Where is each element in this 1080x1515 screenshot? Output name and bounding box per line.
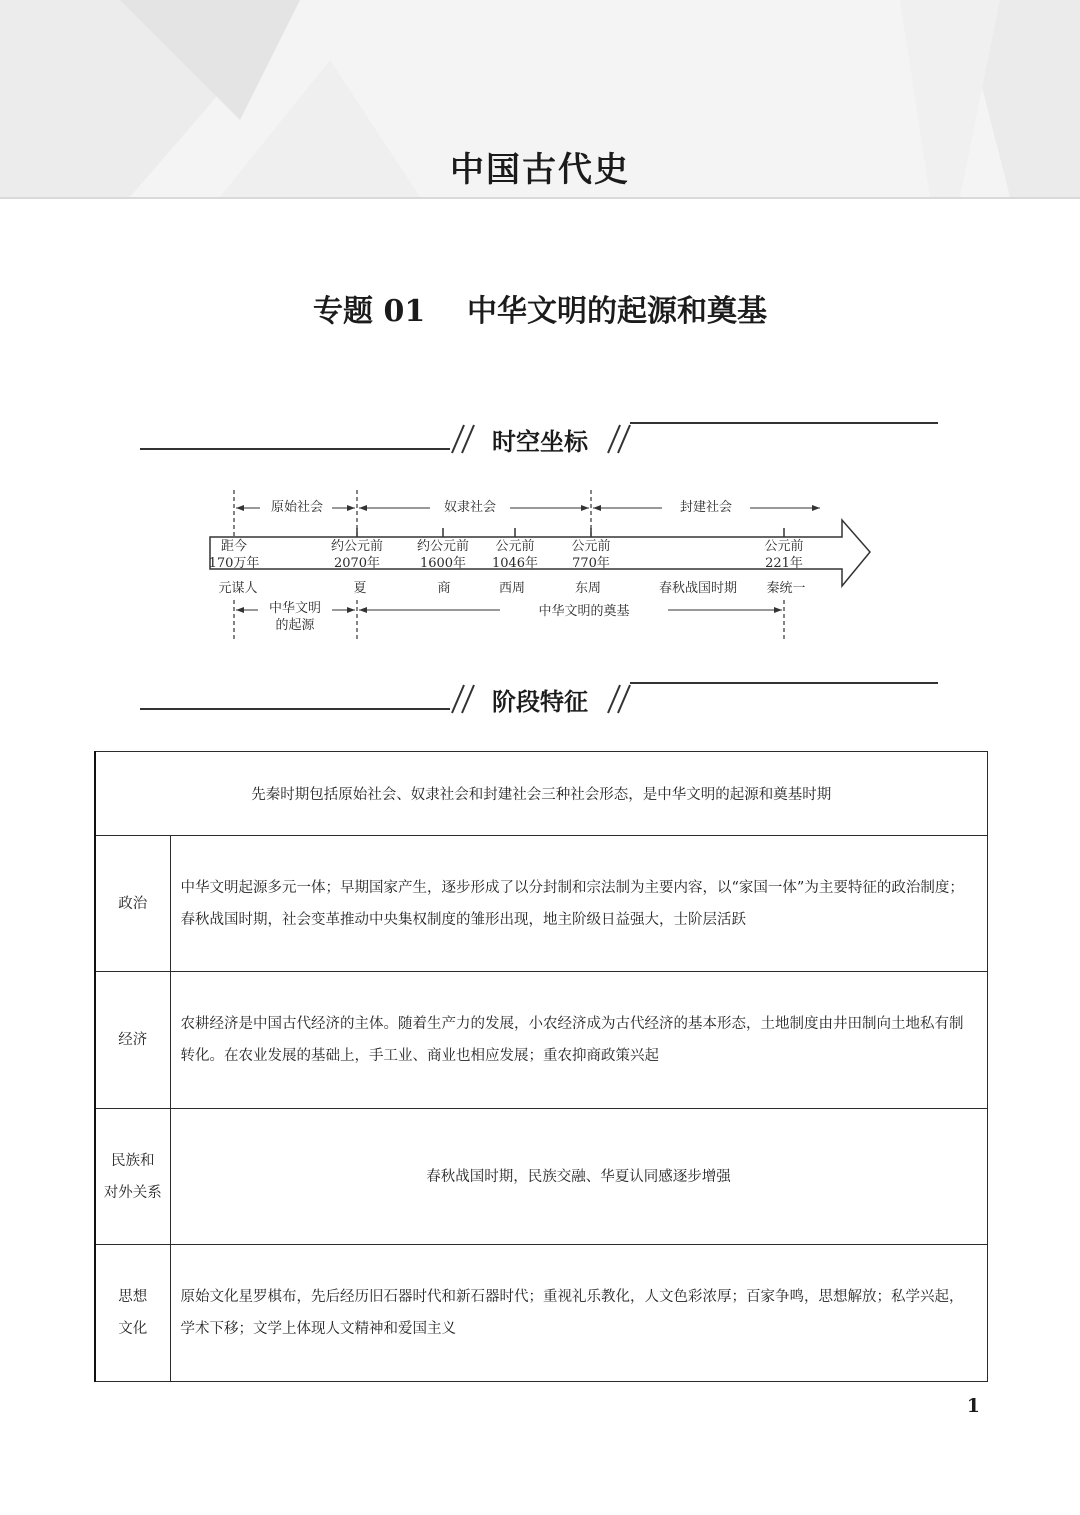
timeline-date-label: 距今 170万年 <box>208 539 260 571</box>
topic-title: 专题 01 中华文明的起源和奠基 <box>313 294 767 329</box>
row-content: 原始文化星罗棋布，先后经历旧石器时代和新石器时代；重视礼乐教化，人文色彩浓厚；百家争鸣，思想解放；私学兴起，学术下移；文学上体现人文精神和爱国主义 <box>170 1245 987 1382</box>
timeline-diagram <box>200 490 880 650</box>
timeline-event-label: 春秋战国时期 <box>658 581 737 596</box>
stage-characteristics-table <box>94 751 988 1382</box>
timeline-date-label: 公元前 770年 <box>571 539 611 571</box>
row-content: 农耕经济是中国古代经济的主体。随着生产力的发展，小农经济成为古代经济的基本形态，土地制度由井田制向土地私有制转化。在农业发展的基础上，手工业、商业也相应发展；重农抑商政策兴起 <box>170 972 987 1109</box>
row-content: 中华文明起源多元一体；早期国家产生，逐步形成了以分封制和宗法制为主要内容，以“家国一体”为主要特征的政治制度；春秋战国时期，社会变革推动中央集权制度的雏形出现，地主阶级日益强大，士阶层活跃 <box>170 836 987 972</box>
table-row <box>95 1109 987 1245</box>
section-title-stage: 阶段特征 <box>492 688 588 716</box>
row-label: 思想 文化 <box>95 1245 170 1382</box>
timeline-date-label: 约公元前 1600年 <box>416 539 469 571</box>
table-row <box>95 1245 987 1382</box>
timeline-phase-label: 中华文明的奠基 <box>538 604 630 619</box>
section-title-timeline: 时空坐标 <box>492 428 588 456</box>
page-number: 1 <box>966 1395 980 1417</box>
row-label: 民族和 对外关系 <box>95 1109 170 1245</box>
timeline-event-label: 元谋人 <box>218 581 258 596</box>
timeline-event-label: 夏 <box>353 581 367 596</box>
timeline-phase-label: 中华文明 的起源 <box>268 601 321 633</box>
timeline-date-label: 约公元前 2070年 <box>330 539 383 571</box>
row-label: 经济 <box>95 972 170 1109</box>
timeline-period-label: 奴隶社会 <box>443 500 496 515</box>
timeline-period-label: 封建社会 <box>679 500 732 515</box>
section-header-stage <box>140 680 940 716</box>
table-row <box>95 972 987 1109</box>
row-label: 政治 <box>95 836 170 972</box>
row-content: 春秋战国时期，民族交融、华夏认同感逐步增强 <box>170 1109 987 1245</box>
page-title: 中国古代史 <box>450 150 630 190</box>
timeline-event-label: 东周 <box>574 581 601 596</box>
timeline-event-label: 秦统一 <box>766 581 806 596</box>
timeline-date-label: 公元前 221年 <box>764 539 804 571</box>
timeline-event-label: 商 <box>437 581 451 596</box>
section-header-timeline <box>140 420 940 456</box>
timeline-event-label: 西周 <box>498 581 525 596</box>
table-row <box>95 752 987 836</box>
table-row <box>95 836 987 972</box>
timeline-period-label: 原始社会 <box>270 500 323 515</box>
table-summary-cell: 先秦时期包括原始社会、奴隶社会和封建社会三种社会形态，是中华文明的起源和奠基时期 <box>95 752 987 836</box>
timeline-date-label: 公元前 1046年 <box>491 539 539 571</box>
